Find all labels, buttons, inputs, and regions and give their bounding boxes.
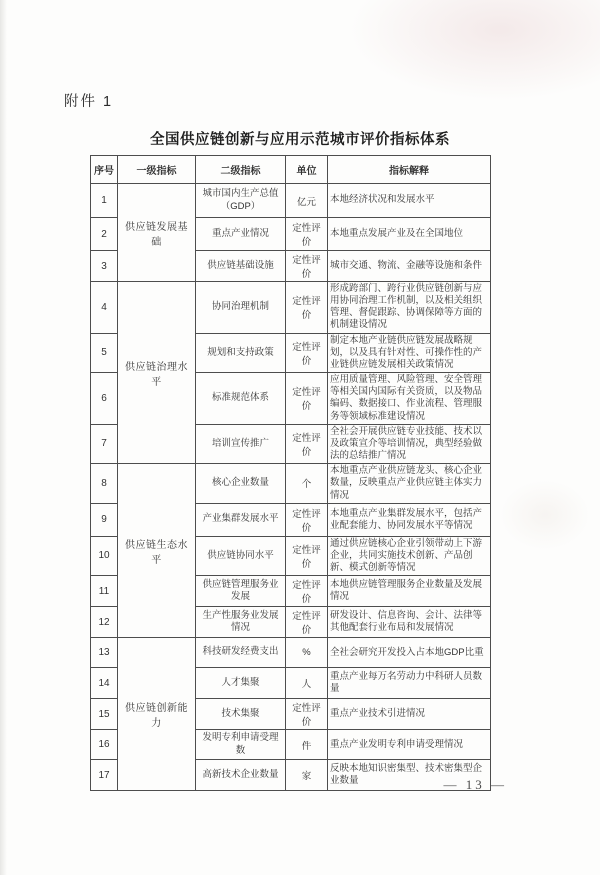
explanation-cell: 应用质量管理、风险管理、安全管理等相关国内国际有关资质，以及物品编码、数据接口、作业流程、管理服务等领域标准建设情况 — [328, 373, 491, 425]
attachment-label: 附件 1 — [64, 94, 114, 110]
col-header-unit: 单位 — [286, 156, 328, 184]
explanation-cell: 本地供应链管理服务企业数量及发展情况 — [328, 576, 491, 607]
level2-indicator-cell: 发明专利申请受理数 — [196, 730, 286, 760]
explanation-cell: 本地重点产业供应链龙头、核心企业数量，反映重点产业供应链主体实力情况 — [328, 464, 491, 503]
evaluation-indicator-table — [90, 155, 491, 791]
explanation-cell: 反映本地知识密集型、技术密集型企业数量 — [328, 760, 491, 791]
col-header-level2: 二级指标 — [196, 156, 286, 184]
level2-indicator-cell: 供应链协同水平 — [196, 536, 286, 575]
row-number-cell: 10 — [91, 536, 118, 575]
row-number-cell: 8 — [91, 464, 118, 503]
row-number-cell: 4 — [91, 282, 118, 334]
unit-cell: 件 — [286, 730, 328, 760]
explanation-cell: 本地重点产业集群发展水平，包括产业配套能力、协同发展水平等情况 — [328, 503, 491, 536]
row-number-cell: 13 — [91, 638, 118, 668]
level2-indicator-cell: 规划和支持政策 — [196, 333, 286, 372]
explanation-cell: 制定本地产业链供应链发展战略规划，以及具有针对性、可操作性的产业链供应链发展相关政策情况 — [328, 333, 491, 372]
unit-cell: 亿元 — [286, 184, 328, 218]
unit-cell: 定性评价 — [286, 576, 328, 607]
unit-cell: 个 — [286, 464, 328, 503]
col-header-level1: 一级指标 — [118, 156, 196, 184]
page-title: 全国供应链创新与应用示范城市评价指标体系 — [150, 132, 450, 148]
row-number-cell: 7 — [91, 424, 118, 463]
level2-indicator-cell: 科技研发经费支出 — [196, 638, 286, 668]
row-number-cell: 14 — [91, 668, 118, 699]
table-row — [91, 184, 491, 218]
page-number: — 13 — — [443, 777, 507, 792]
table-row — [91, 282, 491, 334]
level2-indicator-cell: 供应链基础设施 — [196, 251, 286, 282]
unit-cell: 定性评价 — [286, 251, 328, 282]
explanation-cell: 形成跨部门、跨行业供应链创新与应用协同治理工作机制，以及相关组织管理、督促跟踪、协调保障等方面的机制建设情况 — [328, 282, 491, 334]
level2-indicator-cell: 生产性服务业发展情况 — [196, 607, 286, 638]
level1-group-cell: 供应链创新能力 — [118, 638, 196, 791]
level2-indicator-cell: 核心企业数量 — [196, 464, 286, 503]
table-header-row — [91, 156, 491, 184]
level2-indicator-cell: 城市国内生产总值（GDP） — [196, 184, 286, 218]
unit-cell: % — [286, 638, 328, 668]
level2-indicator-cell: 重点产业情况 — [196, 218, 286, 251]
table-row — [91, 638, 491, 668]
unit-cell: 定性评价 — [286, 536, 328, 575]
level1-group-cell: 供应链生态水平 — [118, 464, 196, 638]
explanation-cell: 全社会研究开发投入占本地GDP比重 — [328, 638, 491, 668]
unit-cell: 定性评价 — [286, 607, 328, 638]
row-number-cell: 15 — [91, 699, 118, 730]
unit-cell: 定性评价 — [286, 282, 328, 334]
row-number-cell: 1 — [91, 184, 118, 218]
scan-smudge — [350, 0, 600, 100]
scan-smudge — [500, 480, 590, 550]
col-header-no: 序号 — [91, 156, 118, 184]
explanation-cell: 本地经济状况和发展水平 — [328, 184, 491, 218]
col-header-explanation: 指标解释 — [328, 156, 491, 184]
level2-indicator-cell: 培训宣传推广 — [196, 424, 286, 463]
level2-indicator-cell: 协同治理机制 — [196, 282, 286, 334]
level1-group-cell: 供应链发展基础 — [118, 184, 196, 282]
unit-cell: 定性评价 — [286, 699, 328, 730]
row-number-cell: 11 — [91, 576, 118, 607]
explanation-cell: 城市交通、物流、金融等设施和条件 — [328, 251, 491, 282]
level1-group-cell: 供应链治理水平 — [118, 282, 196, 464]
unit-cell: 人 — [286, 668, 328, 699]
unit-cell: 定性评价 — [286, 503, 328, 536]
level2-indicator-cell: 高新技术企业数量 — [196, 760, 286, 791]
unit-cell: 定性评价 — [286, 424, 328, 463]
unit-cell: 定性评价 — [286, 218, 328, 251]
unit-cell: 家 — [286, 760, 328, 791]
explanation-cell: 重点产业技术引进情况 — [328, 699, 491, 730]
explanation-cell: 通过供应链核心企业引领带动上下游企业，共同实施技术创新、产品创新、模式创新等情况 — [328, 536, 491, 575]
table-row — [91, 464, 491, 503]
row-number-cell: 6 — [91, 373, 118, 425]
row-number-cell: 17 — [91, 760, 118, 791]
explanation-cell: 重点产业每万名劳动力中科研人员数量 — [328, 668, 491, 699]
level2-indicator-cell: 人才集聚 — [196, 668, 286, 699]
row-number-cell: 2 — [91, 218, 118, 251]
level2-indicator-cell: 产业集群发展水平 — [196, 503, 286, 536]
row-number-cell: 9 — [91, 503, 118, 536]
row-number-cell: 3 — [91, 251, 118, 282]
level2-indicator-cell: 技术集聚 — [196, 699, 286, 730]
explanation-cell: 本地重点发展产业及在全国地位 — [328, 218, 491, 251]
explanation-cell: 研发设计、信息咨询、会计、法律等其他配套行业布局和发展情况 — [328, 607, 491, 638]
level2-indicator-cell: 标准规范体系 — [196, 373, 286, 425]
explanation-cell: 全社会开展供应链专业技能、技术以及政策宣介等培训情况，典型经验做法的总结推广情况 — [328, 424, 491, 463]
unit-cell: 定性评价 — [286, 373, 328, 425]
row-number-cell: 16 — [91, 730, 118, 760]
unit-cell: 定性评价 — [286, 333, 328, 372]
explanation-cell: 重点产业发明专利申请受理情况 — [328, 730, 491, 760]
row-number-cell: 5 — [91, 333, 118, 372]
level2-indicator-cell: 供应链管理服务业发展 — [196, 576, 286, 607]
row-number-cell: 12 — [91, 607, 118, 638]
